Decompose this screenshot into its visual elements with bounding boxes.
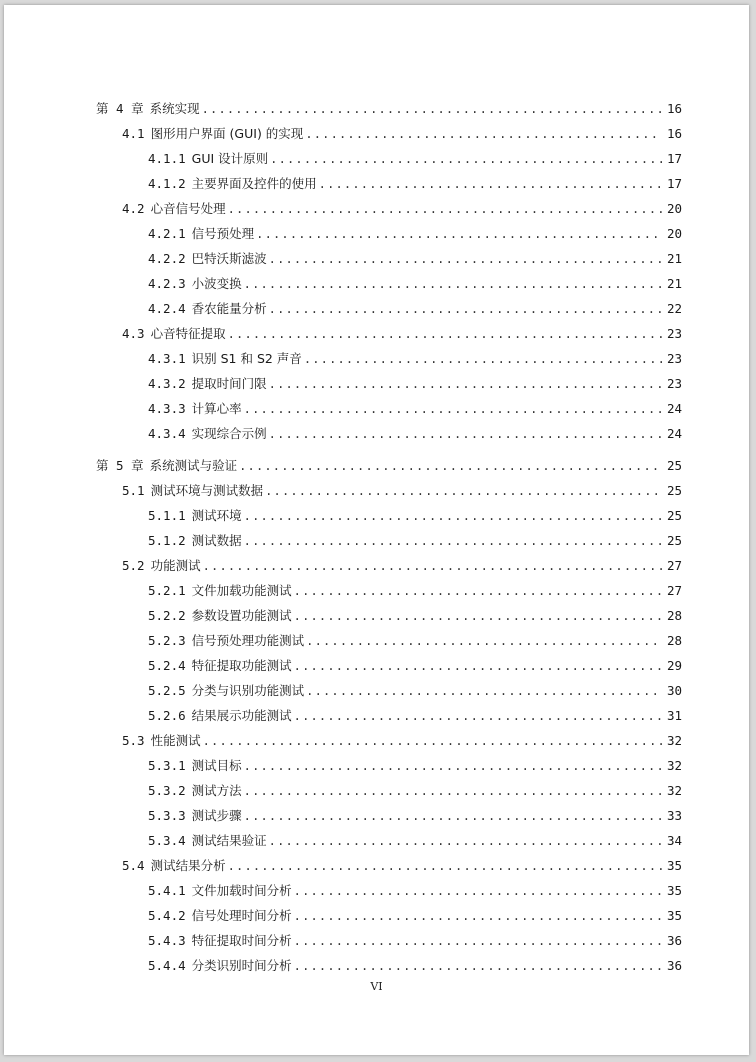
- toc-entry-number: 5.3.2: [148, 783, 186, 798]
- toc-dot-leader: [202, 99, 662, 119]
- toc-entry-title: 实现综合示例: [191, 426, 267, 441]
- toc-entry-title: 主要界面及控件的使用: [191, 176, 317, 191]
- toc-entry-number: 第 5 章: [96, 458, 144, 473]
- toc-entry-number: 第 4 章: [96, 101, 144, 116]
- toc-dot-leader: [294, 881, 662, 901]
- toc-subsection-entry[interactable]: [148, 606, 682, 626]
- toc-chapter-entry[interactable]: [96, 456, 682, 476]
- toc-entry-title: 性能测试: [150, 733, 201, 748]
- toc-entry-title: 文件加载时间分析: [191, 883, 292, 898]
- toc-entry-page-number: 25: [666, 458, 682, 473]
- toc-entry-page-number: 28: [666, 633, 682, 648]
- toc-dot-leader: [244, 756, 662, 776]
- toc-subsection-entry[interactable]: [148, 249, 682, 269]
- toc-entry-page-number: 23: [666, 376, 682, 391]
- toc-subsection-entry[interactable]: [148, 399, 682, 419]
- toc-subsection-entry[interactable]: [148, 274, 682, 294]
- toc-dot-leader: [244, 806, 662, 826]
- toc-dot-leader: [270, 149, 662, 169]
- toc-entry-page-number: 36: [666, 933, 682, 948]
- toc-entry-page-number: 36: [666, 958, 682, 973]
- toc-subsection-entry[interactable]: [148, 781, 682, 801]
- toc-section-entry[interactable]: [122, 556, 682, 576]
- toc-entry-title: 测试数据: [191, 533, 242, 548]
- toc-entry-title: 测试目标: [191, 758, 242, 773]
- toc-entry-title: 心音特征提取: [150, 326, 226, 341]
- toc-dot-leader: [294, 606, 662, 626]
- toc-subsection-entry[interactable]: [148, 881, 682, 901]
- toc-section-entry[interactable]: [122, 731, 682, 751]
- toc-entry-page-number: 32: [666, 758, 682, 773]
- toc-dot-leader: [269, 424, 662, 444]
- toc-entry-number: 5.3.3: [148, 808, 186, 823]
- toc-section-entry[interactable]: [122, 124, 682, 144]
- toc-entry-page-number: 16: [666, 126, 682, 141]
- toc-entry-page-number: 16: [666, 101, 682, 116]
- toc-subsection-entry[interactable]: [148, 656, 682, 676]
- toc-entry-number: 4.1.2: [148, 176, 186, 191]
- toc-section-entry[interactable]: [122, 856, 682, 876]
- toc-dot-leader: [319, 174, 662, 194]
- toc-entry-title: GUI 设计原则: [191, 151, 269, 166]
- toc-entry-number: 5.4.1: [148, 883, 186, 898]
- document-page: [4, 5, 749, 1055]
- toc-entry-title: 信号处理时间分析: [191, 908, 292, 923]
- toc-entry-title: 测试结果分析: [150, 858, 226, 873]
- toc-entry-number: 4.2.3: [148, 276, 186, 291]
- toc-dot-leader: [228, 856, 662, 876]
- toc-dot-leader: [228, 199, 662, 219]
- toc-entry-title: 测试结果验证: [191, 833, 267, 848]
- toc-entry-page-number: 22: [666, 301, 682, 316]
- toc-entry-title: 分类与识别功能测试: [191, 683, 305, 698]
- toc-entry-title: 特征提取功能测试: [191, 658, 292, 673]
- page-footer-number: VI: [370, 980, 383, 993]
- toc-entry-page-number: 23: [666, 326, 682, 341]
- toc-entry-number: 5.4: [122, 858, 145, 873]
- toc-entry-number: 5.2.5: [148, 683, 186, 698]
- toc-dot-leader: [265, 481, 662, 501]
- toc-entry-title: 图形用户界面 (GUI) 的实现: [150, 126, 304, 141]
- toc-subsection-entry[interactable]: [148, 581, 682, 601]
- toc-entry-title: 分类识别时间分析: [191, 958, 292, 973]
- toc-subsection-entry[interactable]: [148, 424, 682, 444]
- toc-entry-number: 4.3.2: [148, 376, 186, 391]
- toc-dot-leader: [244, 274, 662, 294]
- toc-entry-page-number: 29: [666, 658, 682, 673]
- toc-entry-title: 提取时间门限: [191, 376, 267, 391]
- toc-entry-page-number: 28: [666, 608, 682, 623]
- toc-entry-number: 5.4.2: [148, 908, 186, 923]
- toc-entry-title: 文件加载功能测试: [191, 583, 292, 598]
- toc-dot-leader: [294, 931, 662, 951]
- toc-entry-number: 4.2: [122, 201, 145, 216]
- toc-subsection-entry[interactable]: [148, 931, 682, 951]
- toc-entry-number: 5.3: [122, 733, 145, 748]
- toc-entry-number: 5.4.4: [148, 958, 186, 973]
- toc-entry-page-number: 24: [666, 401, 682, 416]
- toc-section-entry[interactable]: [122, 481, 682, 501]
- toc-dot-leader: [269, 299, 662, 319]
- toc-entry-number: 5.2.3: [148, 633, 186, 648]
- toc-dot-leader: [306, 681, 662, 701]
- toc-entry-page-number: 20: [666, 226, 682, 241]
- toc-subsection-entry[interactable]: [148, 349, 682, 369]
- toc-entry-number: 5.2.2: [148, 608, 186, 623]
- toc-entry-number: 4.2.2: [148, 251, 186, 266]
- toc-entry-number: 4.3.1: [148, 351, 186, 366]
- toc-dot-leader: [244, 506, 662, 526]
- toc-section-entry[interactable]: [122, 199, 682, 219]
- toc-dot-leader: [244, 399, 662, 419]
- toc-subsection-entry[interactable]: [148, 374, 682, 394]
- toc-chapter-entry[interactable]: [96, 99, 682, 119]
- toc-dot-leader: [244, 531, 662, 551]
- toc-entry-page-number: 35: [666, 858, 682, 873]
- toc-entry-title: 计算心率: [191, 401, 242, 416]
- toc-subsection-entry[interactable]: [148, 506, 682, 526]
- toc-entry-number: 5.3.1: [148, 758, 186, 773]
- toc-entry-title: 香农能量分析: [191, 301, 267, 316]
- toc-dot-leader: [294, 906, 662, 926]
- toc-entry-page-number: 23: [666, 351, 682, 366]
- toc-dot-leader: [304, 349, 662, 369]
- toc-entry-number: 5.1: [122, 483, 145, 498]
- toc-entry-number: 5.2: [122, 558, 145, 573]
- toc-subsection-entry[interactable]: [148, 956, 682, 976]
- toc-entry-number: 5.4.3: [148, 933, 186, 948]
- table-of-contents: [4, 5, 749, 1055]
- toc-dot-leader: [294, 656, 662, 676]
- toc-entry-page-number: 30: [666, 683, 682, 698]
- toc-entry-number: 5.3.4: [148, 833, 186, 848]
- toc-dot-leader: [203, 731, 662, 751]
- toc-subsection-entry[interactable]: [148, 174, 682, 194]
- toc-entry-title: 测试步骤: [191, 808, 242, 823]
- toc-entry-number: 4.2.4: [148, 301, 186, 316]
- toc-dot-leader: [305, 124, 662, 144]
- toc-dot-leader: [203, 556, 662, 576]
- toc-entry-page-number: 24: [666, 426, 682, 441]
- toc-entry-title: 巴特沃斯滤波: [191, 251, 267, 266]
- toc-subsection-entry[interactable]: [148, 906, 682, 926]
- toc-entry-page-number: 27: [666, 558, 682, 573]
- toc-dot-leader: [294, 581, 662, 601]
- toc-dot-leader: [244, 781, 662, 801]
- toc-entry-number: 4.2.1: [148, 226, 186, 241]
- toc-entry-page-number: 31: [666, 708, 682, 723]
- toc-entry-title: 结果展示功能测试: [191, 708, 292, 723]
- toc-subsection-entry[interactable]: [148, 681, 682, 701]
- toc-entry-number: 4.1.1: [148, 151, 186, 166]
- toc-subsection-entry[interactable]: [148, 531, 682, 551]
- toc-entry-title: 特征提取时间分析: [191, 933, 292, 948]
- toc-subsection-entry[interactable]: [148, 831, 682, 851]
- toc-section-entry[interactable]: [122, 324, 682, 344]
- toc-dot-leader: [306, 631, 662, 651]
- toc-entry-title: 系统实现: [149, 101, 200, 116]
- toc-entry-page-number: 17: [666, 176, 682, 191]
- toc-entry-title: 测试环境: [191, 508, 242, 523]
- toc-entry-title: 测试环境与测试数据: [150, 483, 264, 498]
- toc-entry-title: 心音信号处理: [150, 201, 226, 216]
- toc-entry-page-number: 20: [666, 201, 682, 216]
- toc-entry-title: 识别 S1 和 S2 声音: [191, 351, 302, 366]
- toc-entry-number: 5.2.6: [148, 708, 186, 723]
- toc-entry-number: 5.2.4: [148, 658, 186, 673]
- toc-entry-title: 参数设置功能测试: [191, 608, 292, 623]
- toc-entry-title: 功能测试: [150, 558, 201, 573]
- toc-dot-leader: [269, 831, 662, 851]
- toc-entry-page-number: 21: [666, 276, 682, 291]
- toc-dot-leader: [256, 224, 662, 244]
- toc-entry-title: 系统测试与验证: [149, 458, 238, 473]
- toc-subsection-entry[interactable]: [148, 706, 682, 726]
- toc-subsection-entry[interactable]: [148, 806, 682, 826]
- toc-entry-page-number: 17: [666, 151, 682, 166]
- toc-subsection-entry[interactable]: [148, 149, 682, 169]
- toc-entry-page-number: 35: [666, 883, 682, 898]
- toc-entry-title: 信号预处理功能测试: [191, 633, 305, 648]
- toc-dot-leader: [269, 249, 662, 269]
- toc-entry-number: 5.2.1: [148, 583, 186, 598]
- toc-entry-number: 5.1.1: [148, 508, 186, 523]
- toc-entry-number: 5.1.2: [148, 533, 186, 548]
- toc-entry-page-number: 32: [666, 733, 682, 748]
- toc-entry-title: 信号预处理: [191, 226, 255, 241]
- toc-dot-leader: [294, 706, 662, 726]
- toc-entry-title: 小波变换: [191, 276, 242, 291]
- toc-subsection-entry[interactable]: [148, 631, 682, 651]
- toc-entry-page-number: 25: [666, 533, 682, 548]
- toc-entry-number: 4.1: [122, 126, 145, 141]
- toc-entry-page-number: 21: [666, 251, 682, 266]
- toc-dot-leader: [239, 456, 662, 476]
- toc-entry-page-number: 27: [666, 583, 682, 598]
- toc-entry-page-number: 33: [666, 808, 682, 823]
- toc-entry-page-number: 32: [666, 783, 682, 798]
- toc-entry-page-number: 34: [666, 833, 682, 848]
- toc-entry-title: 测试方法: [191, 783, 242, 798]
- toc-entry-page-number: 25: [666, 483, 682, 498]
- toc-dot-leader: [294, 956, 662, 976]
- toc-subsection-entry[interactable]: [148, 224, 682, 244]
- toc-dot-leader: [269, 374, 662, 394]
- toc-entry-number: 4.3.4: [148, 426, 186, 441]
- toc-entry-number: 4.3.3: [148, 401, 186, 416]
- toc-entry-page-number: 35: [666, 908, 682, 923]
- toc-subsection-entry[interactable]: [148, 299, 682, 319]
- toc-entry-number: 4.3: [122, 326, 145, 341]
- toc-entry-page-number: 25: [666, 508, 682, 523]
- toc-dot-leader: [228, 324, 662, 344]
- toc-subsection-entry[interactable]: [148, 756, 682, 776]
